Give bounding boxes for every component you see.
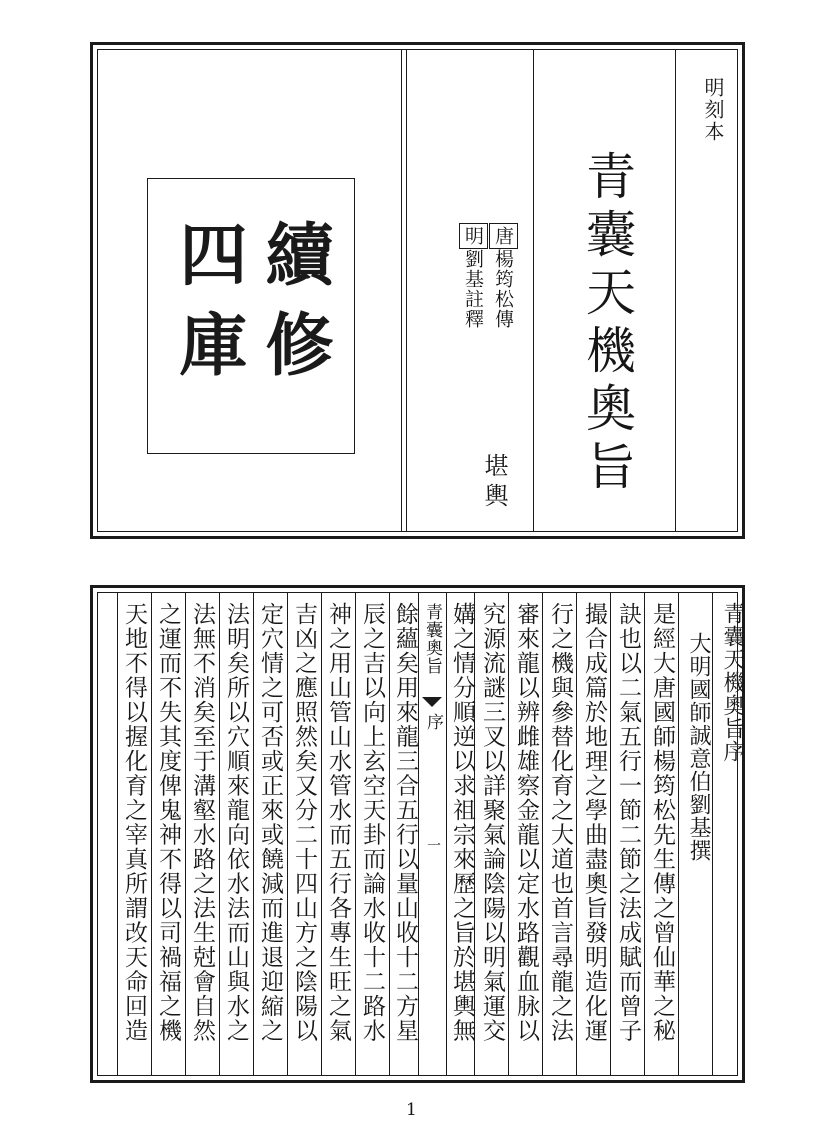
text-column-r2: 訣也以二氣五行一節二節之法成賦而曾子	[615, 602, 641, 1043]
author-tang-dynasty: 唐	[489, 223, 518, 249]
page-number: 1	[406, 1100, 417, 1120]
text-column-r6: 究源流謎三叉以詳聚氣論陰陽以明氣運交	[479, 602, 505, 1043]
fishtail-mark-icon	[422, 697, 442, 707]
author-ming-text: 劉基註釋	[462, 249, 484, 329]
category: 堪輿	[480, 453, 508, 513]
rule-l2	[151, 593, 152, 1075]
text-column-l9: 天地不得以握化育之宰真所謂改天命回造	[121, 602, 147, 1043]
rule-l7	[321, 593, 322, 1075]
text-column-l4: 吉凶之應照然矣又分二十四山方之陰陽以	[291, 602, 317, 1043]
rule-r6	[644, 593, 645, 1075]
text-column-r1: 是經大唐國師楊筠松先生傳之曾仙華之秘	[649, 602, 675, 1043]
rule-l1	[117, 593, 118, 1075]
text-column-l2: 辰之吉以向上玄空天卦而論水收十二路水	[359, 602, 385, 1043]
author-ming	[459, 223, 488, 329]
center-section-label: 序	[423, 713, 443, 730]
seal-box	[147, 178, 355, 454]
text-column-l8: 之運而不失其度俾鬼神不得以司禍福之機	[155, 602, 181, 1043]
text-column-l3: 神之用山管山水管水而五行各專生旺之氣	[325, 602, 351, 1043]
text-page-panel	[90, 585, 745, 1083]
text-column-r5: 審來龍以辨雌雄察金龍以定水路觀血脉以	[513, 602, 539, 1043]
rule-r3	[542, 593, 543, 1075]
text-column-r4: 行之機與參替化育之大道也首言尋龍之法	[547, 602, 573, 1043]
cover-divider-left-inner	[406, 50, 407, 531]
text-column-l6: 法明矣所以穴順來龍向依水法而山與水之	[223, 602, 249, 1043]
rule-r4	[576, 593, 577, 1075]
rule-l3	[185, 593, 186, 1075]
text-column-l7: 法無不消矣至于溝壑水路之法生尅會自然	[189, 602, 215, 1043]
book-title: 青囊天機奧旨	[578, 150, 636, 498]
center-book-title: 青囊奧旨	[422, 603, 442, 675]
rule-r2	[508, 593, 509, 1075]
rule-l6	[287, 593, 288, 1075]
author-tang-text: 楊筠松傳	[492, 249, 514, 329]
seal-column-left: 四庫	[168, 219, 248, 399]
preface-heading: 青囊天機奧旨序	[720, 602, 745, 763]
text-column-l5: 定穴情之可否或正來或饒減而進退迎縮之	[257, 602, 283, 1043]
author-tang	[489, 223, 518, 329]
text-column-r7: 媾之情分順逆以求祖宗來歷之旨於堪輿無	[449, 602, 475, 1043]
cover-divider-edition	[675, 50, 676, 531]
cover-divider-right	[533, 50, 534, 531]
author-ming-dynasty: 明	[459, 223, 488, 249]
rule-r7	[678, 593, 679, 1075]
preface-byline: 大明國師誠意伯劉基撰	[686, 632, 711, 862]
text-column-l1: 餘蘊矣用來龍三合五行以量山收十二方星	[392, 602, 418, 1043]
cover-divider-left	[401, 50, 402, 531]
center-fold-column	[418, 593, 446, 1069]
rule-r5	[610, 593, 611, 1075]
rule-l5	[253, 593, 254, 1075]
center-page-number: 一	[425, 838, 441, 852]
rule-l4	[219, 593, 220, 1075]
edition-label: 明刻本	[701, 77, 725, 143]
seal-column-right: 續修	[254, 219, 334, 399]
cover-panel	[90, 42, 745, 539]
rule-l8	[355, 593, 356, 1075]
text-column-r3: 撮合成篇於地理之學曲盡奧旨發明造化運	[581, 602, 607, 1043]
